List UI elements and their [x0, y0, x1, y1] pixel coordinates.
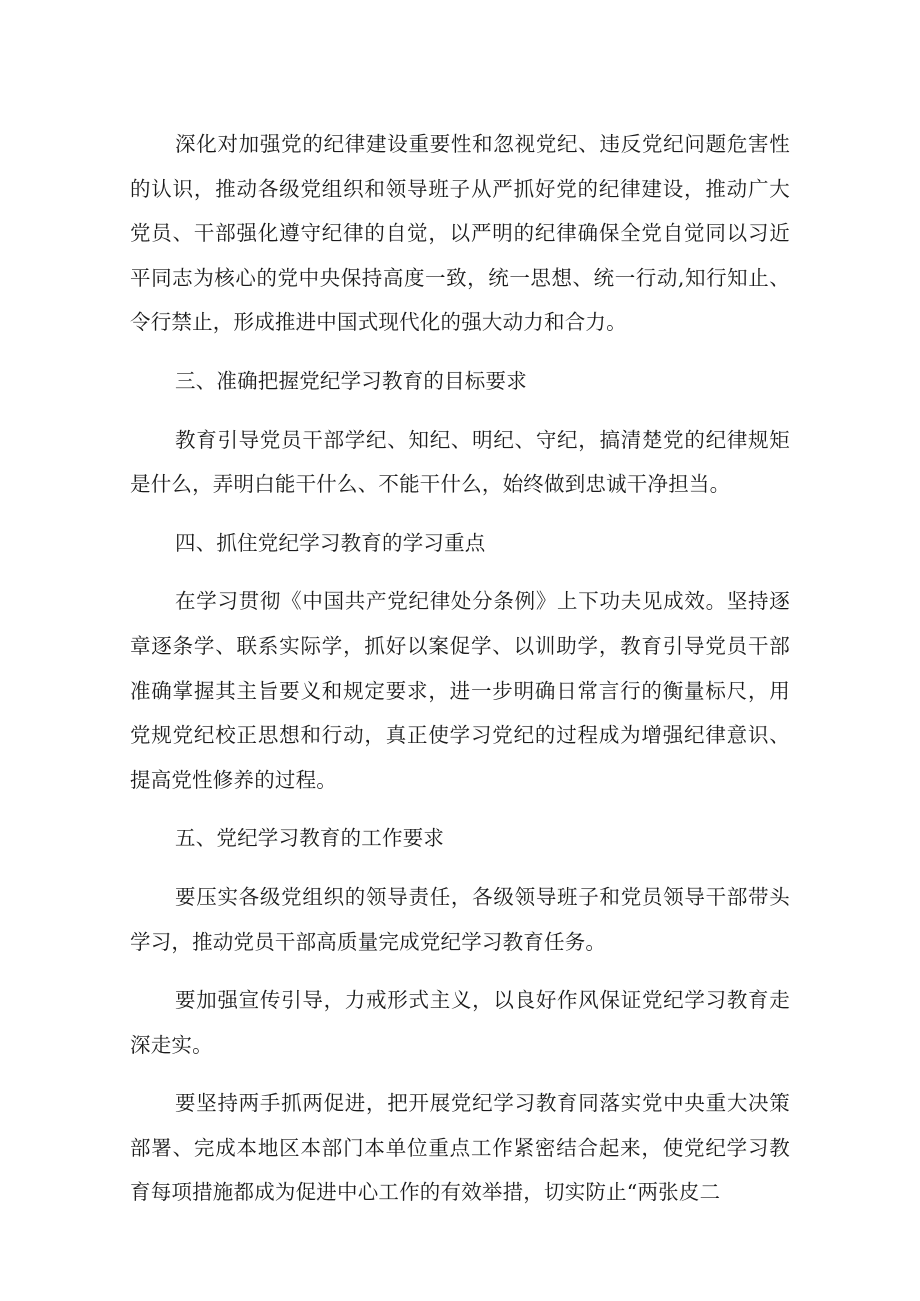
section-5-paragraph-3: 要坚持两手抓两促进，把开展党纪学习教育同落实党中央重大决策部署、完成本地区本部门本单位重点工作紧密结合起来，使党纪学习教育每项措施都成为促进中心工作的有效举措，切实防止“两张皮二	[130, 1091, 790, 1205]
section-4-heading: 四、抓住党纪学习教育的学习重点	[175, 530, 486, 555]
section-5-heading: 五、党纪学习教育的工作要求	[175, 826, 445, 851]
section-5-paragraph-1: 要压实各级党组织的领导责任，各级领导班子和党员领导干部带头学习，推动党员干部高质量完成党纪学习教育任务。	[130, 884, 790, 954]
intro-paragraph: 深化对加强党的纪律建设重要性和忽视党纪、违反党纪问题危害性的认识，推动各级党组织和领导班子从严抓好党的纪律建设，推动广大党员、干部强化遵守纪律的自觉，以严明的纪律确保全党自觉同以习近平同志为核心的党中央保持高度一致，统一思想、统一行动,知行知止、令行禁止，形成推进中国式现代化的强大动力和合力。	[130, 132, 790, 335]
section-3-body: 教育引导党员干部学纪、知纪、明纪、守纪，搞清楚党的纪律规矩是什么，弄明白能干什么、不能干什么，始终做到忠诚干净担当。	[130, 427, 790, 497]
document-page	[130, 122, 790, 1215]
section-3-heading: 三、准确把握党纪学习教育的目标要求	[175, 368, 527, 393]
section-4-body: 在学习贯彻《中国共产党纪律处分条例》上下功夫见成效。坚持逐章逐条学、联系实际学，抓好以案促学、以训助学，教育引导党员干部准确掌握其主旨要义和规定要求，进一步明确日常言行的衡量标尺，用党规党纪校正思想和行动，真正使学习党纪的过程成为增强纪律意识、提高党性修养的过程。	[130, 589, 790, 792]
section-5-paragraph-2: 要加强宣传引导，力戒形式主义，以良好作风保证党纪学习教育走深走实。	[130, 988, 790, 1057]
